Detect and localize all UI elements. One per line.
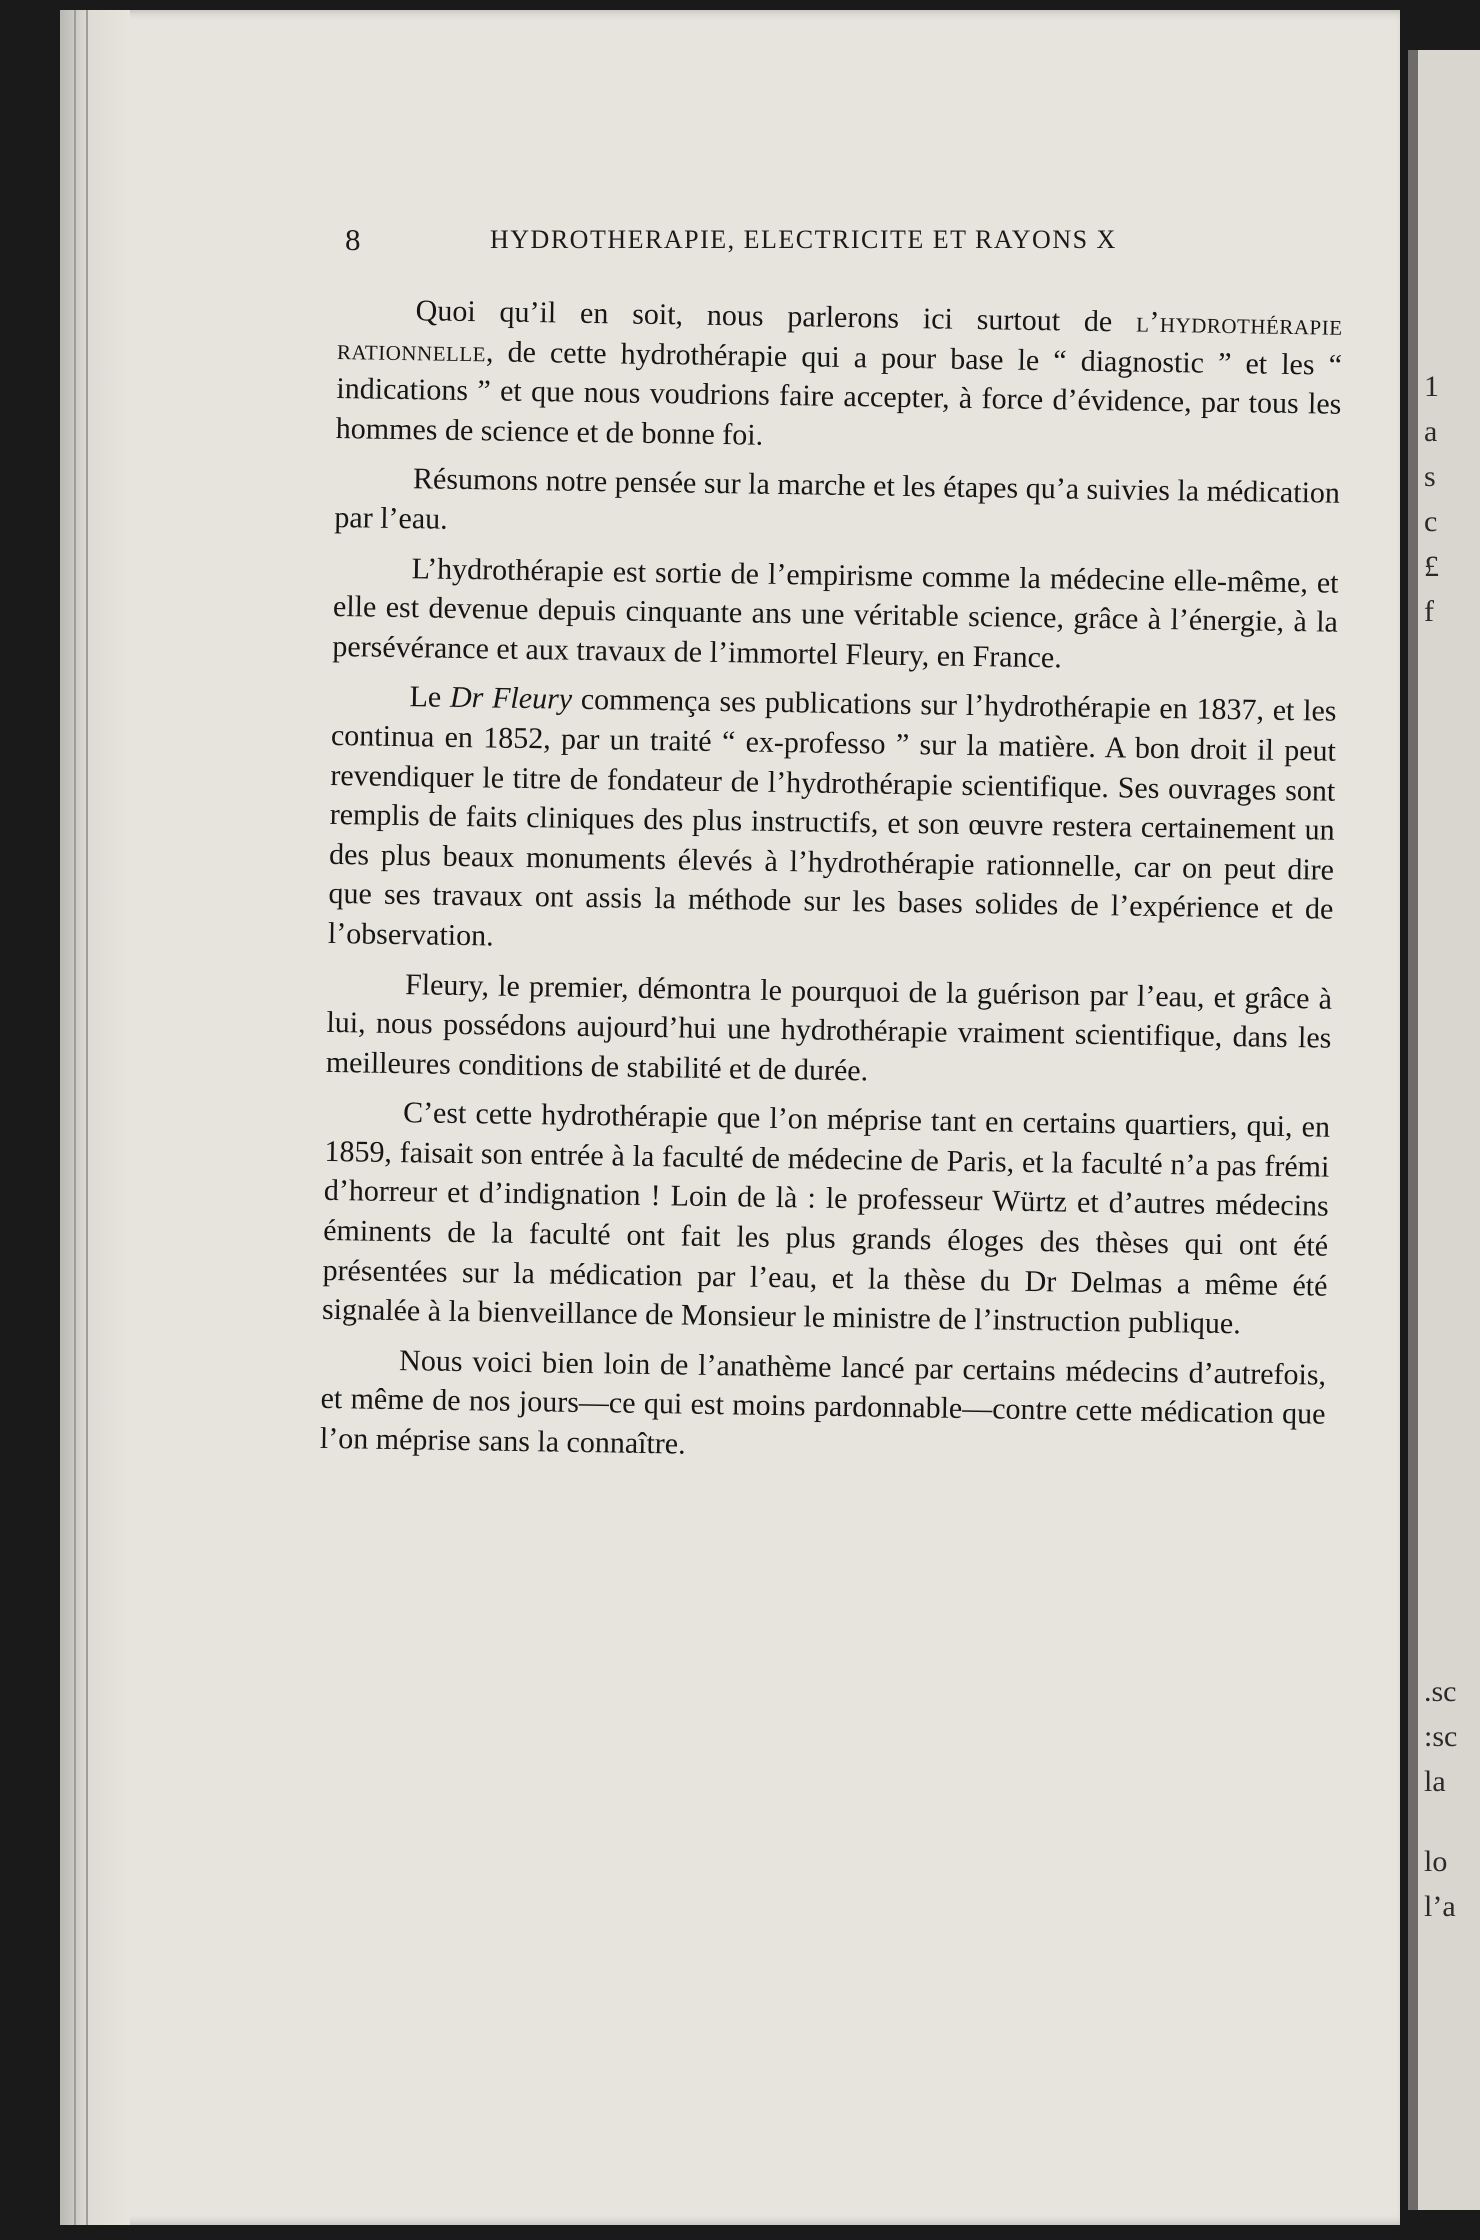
fragment: f [1424,595,1434,628]
fragment: lo [1424,1845,1448,1878]
adjacent-page [1408,50,1480,2210]
page-binding-edge [60,10,130,2225]
text-span: , de cette hydrothérapie qui a pour base le “ diagnostic ” et les “ indications ” et que nous voudrions faire accepter, à force d’évidence, par tous les hommes de science et de bonne foi. [335,334,1343,452]
edge-line [86,10,88,2225]
fragment: c [1424,505,1438,538]
page-number: 8 [345,222,361,257]
paragraph-1 [336,290,1343,464]
paragraph-6: C’est cette hydrothérapie que l’on méprise tant en certains quartiers, qui, en 1859, faisait son entrée à la faculté de médecine de Paris, et la faculté n’a pas frémi d’horreur et d’indignation ! Loin de là : le professeur Würtz et d’autres médecins éminents de la faculté ont fait les plus grands éloges des thèses qui ont été présentées sur la médication par l’eau, et la thèse du Dr Delmas a même été signalée à la bienveillance de Monsieur le ministre de l’instruction publique. [321,1096,1331,1341]
fragment: :sc [1424,1720,1458,1753]
fragment: a [1424,415,1438,448]
paragraph-7: Nous voici bien loin de l’anathème lancé par certains médecins d’autrefois, et même de nos jours—ce qui est moins pardonnable—contre cette médication que l’on méprise sans la connaître. [319,1343,1327,1461]
body-text [319,290,1342,1484]
italic-name: Dr Fleury [449,681,573,717]
fragment: s [1424,460,1436,493]
text-span: Le [409,680,451,715]
edge-line [74,10,76,2225]
running-title: HYDROTHERAPIE, ELECTRICITE ET RAYONS X [490,225,1117,254]
paragraph-2: Résumons notre pensée sur la marche et les étapes qu’a suivies la médication par l’eau. [334,462,1341,536]
text-span: commença ses publications sur l’hydrothérapie en 1837, et les continua en 1852, par un traité “ ex-professo ” sur la matière. A bon droit il peut revendiquer le titre de fondateur de l’hydrothérapie scientifique. Ses ouvrages sont remplis de faits cliniques des plus instructifs, et son œuvre restera certainement un des plus beaux monuments élevés à l’hydrothérapie rationnelle, car on peut dire que ses travaux ont assis la méthode sur les bases solides de l’expérience et de l’observation. [327,683,1337,953]
fragment: .sc [1424,1675,1457,1708]
page-header [345,222,1325,262]
fragment: la [1424,1765,1446,1798]
smallcaps-term: l’hydrothérapie rationnelle [336,305,1343,368]
fragment: l’a [1424,1890,1456,1923]
paragraph-4 [328,676,1337,969]
text-span: Quoi qu’il en soit, nous parlerons ici surtout de [415,294,1137,339]
paragraph-5: Fleury, le premier, démontra le pourquoi de la guérison par l’eau, et grâce à lui, nous possédons aujourd’hui une hydrothérapie vraiment scientifique, dans les meilleures conditions de stabilité et de durée. [325,967,1333,1088]
paragraph-3: L’hydrothérapie est sortie de l’empirisme comme la médecine elle-même, et elle est devenue depuis cinquante ans une véritable science, grâce à l’énergie, à la persévérance et aux travaux de l’immortel Fleury, en France. [332,551,1339,675]
fragment: 1 [1424,370,1439,403]
fragment: £ [1424,550,1439,583]
